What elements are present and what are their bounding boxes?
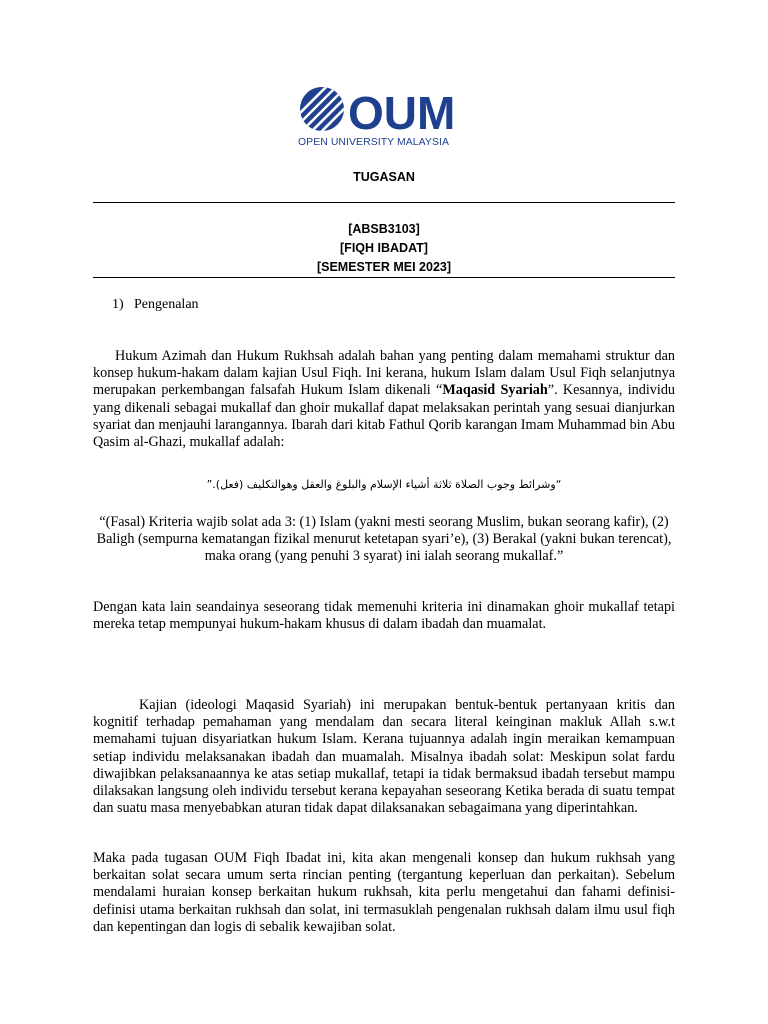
- bottom-divider: [93, 277, 675, 278]
- assignment-paragraph: Maka pada tugasan OUM Fiqh Ibadat ini, kita akan mengenali konsep dan hukum rukhsah yang berkaitan solat secara umum serta rincian penting (tergantung keperluan dan perkaitan). Sebelum mendalami huraian konsep berkaitan hukum rukhsah, kita perlu mengetahui dan fahami definisi-definisi utama berkaitan rukhsah dan solat, ini termasuklah pengenalan rukhsah dalam ilmu usul fiqh dan kepentingan dan logis di sebalik kewajiban solat.: [93, 850, 675, 935]
- arabic-quote: “وشرائط وجوب الصلاة ثلاثة أشياء الإسلام والبلوغ والعقل وهوالتكليف (فعل).”: [206, 478, 562, 491]
- intro-text-start: Hukum Azimah dan Hukum Rukhsah adalah bahan yang penting dalam memahami struktur dan konsep hukum-hakam dalam kajian Usul Fiqh. Ini kerana, hukum Islam dalam Usul Fiqh selanjutnya merupakan perkembangan falsafah Hukum Islam dikenali “: [93, 348, 675, 399]
- page-title: TUGASAN: [353, 170, 415, 184]
- maqasid-syariah-term: Maqasid Syariah: [442, 382, 548, 399]
- translation-quote: “(Fasal) Kriteria wajib solat ada 3: (1) Islam (yakni mesti seorang Muslim, bukan seorang kafir), (2) Baligh (sempurna kematangan fizikal menurut ketetapan syari’e), (3) Berakal (yakni bukan terencat), maka orang (yang penuhi 3 syarat) ini ialah seorang mukallaf.”: [96, 514, 672, 565]
- course-name: [FIQH IBADAT]: [340, 241, 428, 255]
- course-code: [ABSB3103]: [348, 222, 420, 236]
- mukallaf-paragraph: Dengan kata lain seandainya seseorang tidak memenuhi kriteria ini dinamakan ghoir mukallaf tetapi mereka tetap mempunyai hukum-hakam khusus di dalam ibadah dan muamalat.: [93, 599, 675, 633]
- section-number: 1): [112, 297, 124, 312]
- oum-brand-text: OUM: [348, 87, 456, 135]
- semester-label: [SEMESTER MEI 2023]: [316, 260, 452, 274]
- maqasid-paragraph: Kajian (ideologi Maqasid Syariah) ini merupakan bentuk-bentuk pertanyaan kritis dan kognitif terhadap pemahaman yang mendalam dan secara literal keinginan makluk Allah s.w.t memahami tujuan disyariatkan hukum Islam. Kerana tujuannya adalah ingin meraikan kemampuan setiap individu melaksanakan ibadah dan muamalah. Misalnya ibadah solat: Meskipun solat fardu diwajibkan pelaksanaannya ke atas setiap mukallaf, tetapi ia tidak bermaksud ibadah tersebut mampu dilaksakan langsung oleh individu tersebut kerana kepayahan seseorang Ketika berada di suatu tempat dan suatu masa menyebabkan aturan tidak dapat dilaksanakan sebagaimana yang diperintahkan.: [93, 697, 675, 817]
- intro-paragraph: [93, 348, 675, 451]
- oum-globe-icon: [298, 85, 473, 135]
- top-divider: [93, 202, 675, 203]
- oum-logo: [298, 85, 473, 151]
- intro-text-end: ”. Kesannya, individu yang dikenali sebagai mukallaf dan ghoir mukallaf dapat melaksakan perintah yang sesuai dianjurkan syariat dan menjauhi larangannya. Ibarah dari kitab Fathul Qorib karangan Imam Muhammad bin Abu Qasim al-Ghazi, mukallaf adalah:: [93, 382, 676, 451]
- section-title: Pengenalan: [134, 297, 199, 312]
- section-heading: [112, 297, 199, 313]
- logo-subtitle: OPEN UNIVERSITY MALAYSIA: [298, 137, 449, 148]
